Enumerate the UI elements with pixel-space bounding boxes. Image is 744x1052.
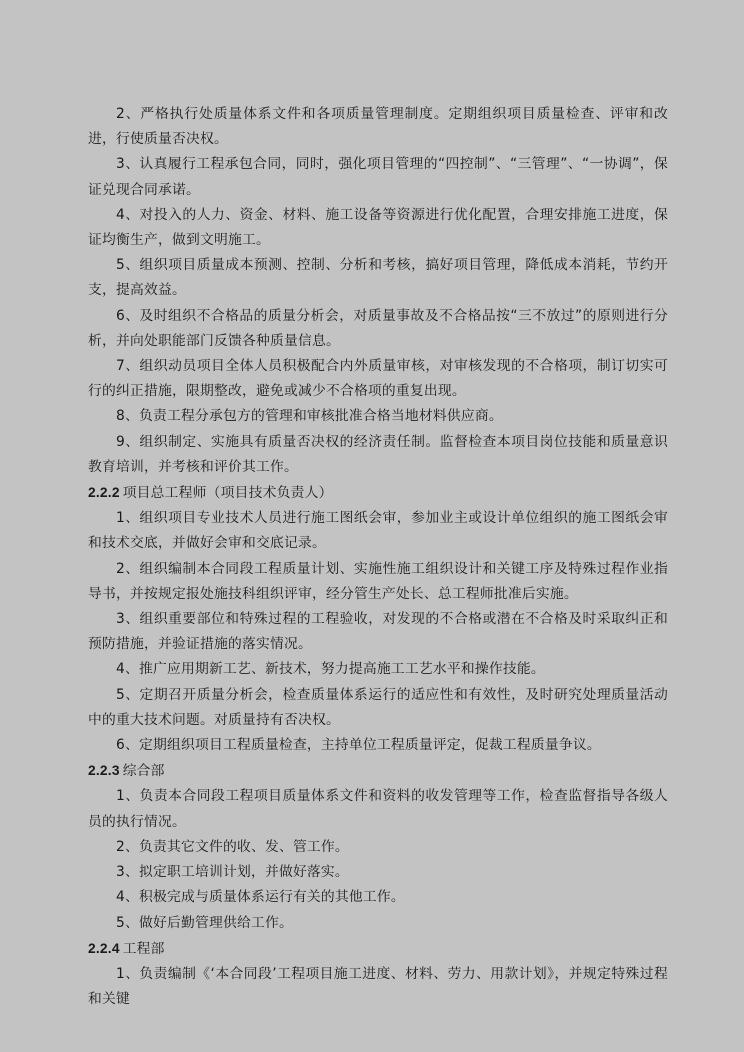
paragraph: 4、积极完成与质量体系运行有关的其他工作。: [116, 889, 405, 906]
paragraph: 3、组织重要部位和特殊过程的工程验收，对发现的不合格或潜在不合格及时采取纠正和预防措施，并验证措施的落实情况。: [88, 611, 668, 653]
section-title: 项目总工程师（项目技术负责人）: [122, 485, 333, 502]
section-heading: [88, 480, 668, 506]
paragraph: 5、做好后勤管理供给工作。: [116, 914, 293, 931]
section-heading: [88, 936, 668, 962]
section-title: 综合部: [122, 763, 165, 780]
paragraph: 9、组织制定、实施具有质量否决权的经济责任制。监督检查本项目岗位技能和质量意识教育培训，并考核和评价其工作。: [88, 433, 668, 475]
paragraph: 4、推广应用期新工艺、新技术，努力提高施工工艺水平和操作技能。: [116, 661, 545, 678]
section-number: 2.2.3: [88, 763, 120, 779]
section-heading: [88, 758, 668, 784]
section-title: 工程部: [122, 940, 165, 957]
paragraph: 1、负责本合同段工程项目质量体系文件和资料的收发管理等工作，检查监督指导各级人员的执行情况。: [88, 788, 668, 830]
paragraph: 2、负责其它文件的收、发、管工作。: [116, 838, 349, 855]
paragraph: 5、定期召开质量分析会，检查质量体系运行的适应性和有效性，及时研究处理质量活动中的重大技术问题。对质量持有否决权。: [88, 686, 668, 728]
section-number: 2.2.4: [88, 940, 120, 956]
section-number: 2.2.2: [88, 485, 120, 501]
paragraph: 7、组织动员项目全体人员积极配合内外质量审核，对审核发现的不合格项，制订切实可行的纠正措施，限期整改，避免或减少不合格项的重复出现。: [88, 358, 668, 400]
paragraph: 6、及时组织不合格品的质量分析会，对质量事故及不合格品按“三不放过”的原则进行分析，并向处职能部门反馈各种质量信息。: [88, 307, 668, 349]
paragraph: 3、认真履行工程承包合同，同时，强化项目管理的“四控制”、“三管理”、“一协调”，保证兑现合同承诺。: [88, 156, 668, 198]
paragraph: 2、严格执行处质量体系文件和各项质量管理制度。定期组织项目质量检查、评审和改进，行使质量否决权。: [88, 106, 668, 148]
paragraph: 4、对投入的人力、资金、材料、施工设备等资源进行优化配置，合理安排施工进度，保证均衡生产，做到文明施工。: [88, 206, 668, 249]
paragraph: 8、负责工程分承包方的管理和审核批准合格当地材料供应商。: [116, 408, 503, 425]
paragraph: 2、组织编制本合同段工程质量计划、实施性施工组织设计和关键工序及特殊过程作业指导书，并按规定报处施技科组织评审，经分管生产处长、总工程师批准后实施。: [88, 560, 668, 602]
paragraph: 1、负责编制《‘本合同段’工程项目施工进度、材料、劳力、用款计划》，并规定特殊过程和关键: [88, 965, 668, 1008]
document-page: [88, 102, 668, 1012]
paragraph: 3、拟定职工培训计划，并做好落实。: [116, 864, 349, 881]
paragraph: 6、定期组织项目工程质量检查，主持单位工程质量评定，促裁工程质量争议。: [116, 737, 601, 754]
paragraph: 1、组织项目专业技术人员进行施工图纸会审，参加业主或设计单位组织的施工图纸会审和技术交底，并做好会审和交底记录。: [88, 510, 668, 552]
paragraph: 5、组织项目质量成本预测、控制、分析和考核，搞好项目管理，降低成本消耗，节约开支，提高效益。: [88, 257, 668, 299]
